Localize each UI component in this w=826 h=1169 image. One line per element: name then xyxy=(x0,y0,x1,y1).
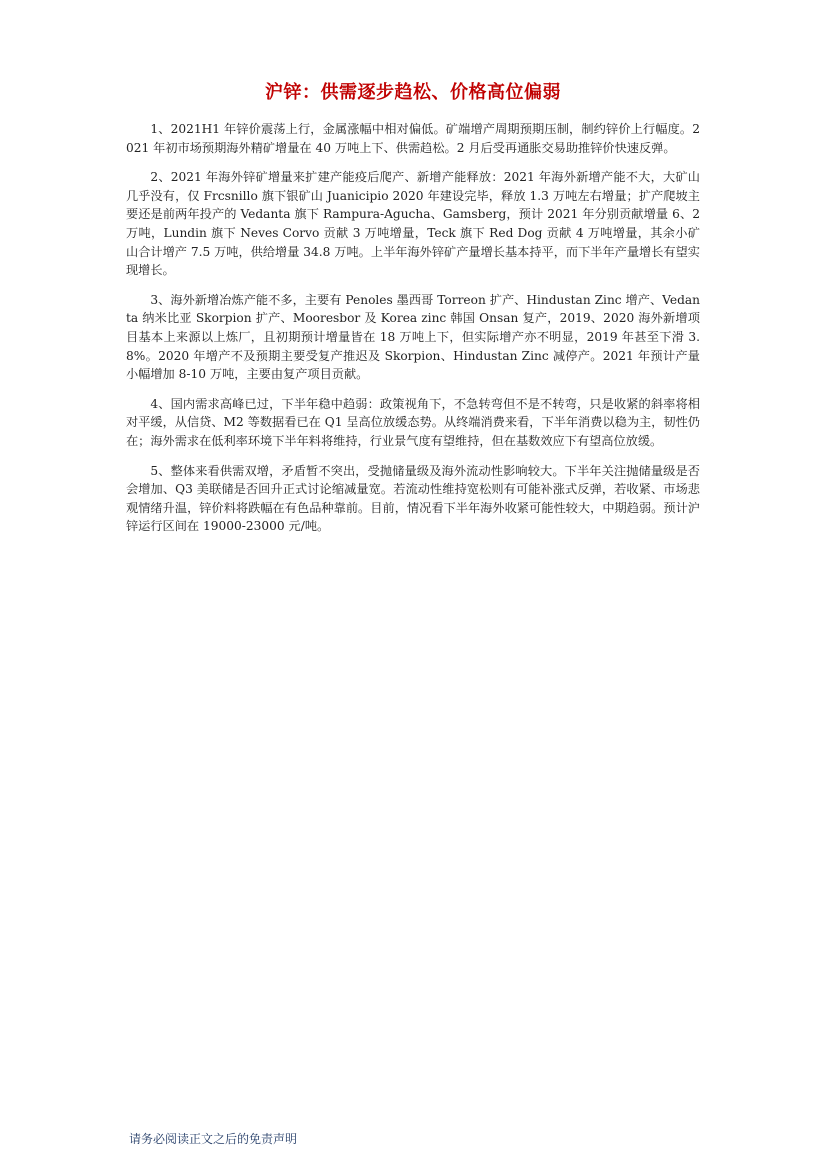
paragraph-2: 2、2021 年海外锌矿增量来扩建产能疫后爬产、新增产能释放：2021 年海外新增产能不大，大矿山几乎没有，仅 Frcsnillo 旗下银矿山 Juanicipio 2020 年建设完毕，释放 1.3 万吨左右增量；扩产爬坡主要还是前两年投产的 Vedanta 旗下 Rampura-Agucha、Gamsberg，预计 2021 年分别贡献增量 6、2 万吨，Lundin 旗下 Neves Corvo 贡献 3 万吨增量，Teck 旗下 Red Dog 贡献 4 万吨增量，其余小矿山合计增产 7.5 万吨，供给增量 34.8 万吨。上半年海外锌矿产量增长基本持平，而下半年产量增长有望实现增长。 xyxy=(126,170,700,278)
disclaimer-footer: 请务必阅读正文之后的免责声明 xyxy=(129,1132,298,1146)
paragraph-4: 4、国内需求高峰已过，下半年稳中趋弱：政策视角下，不急转弯但不是不转弯，只是收紧的斜率将相对平缓，从信贷、M2 等数据看已在 Q1 呈高位放缓态势。从终端消费来看，下半年消费以稳为主，韧性仍在；海外需求在低利率环境下半年料将维持，行业景气度有望维持，但在基数效应下有望高位放缓。 xyxy=(126,396,700,448)
page-title: 沪锌：供需逐步趋松、价格高位偏弱 xyxy=(265,82,561,103)
paragraph-1: 1、2021H1 年锌价震荡上行，金属涨幅中相对偏低。矿端增产周期预期压制，制约锌价上行幅度。2021 年初市场预期海外精矿增量在 40 万吨上下、供需趋松。2 月后受再通胀交易助推锌价快速反弹。 xyxy=(126,122,700,155)
paragraph-3: 3、海外新增冶炼产能不多，主要有 Penoles 墨西哥 Torreon 扩产、Hindustan Zinc 增产、Vedanta 纳米比亚 Skorpion 扩产、Mooresbor 及 Korea zinc 韩国 Onsan 复产，2019、2020 海外新增项目基本上来源以上炼厂，且初期预计增量皆在 18 万吨上下，但实际增产亦不明显，2019 年甚至下滑 3.8%。2020 年增产不及预期主要受复产推迟及 Skorpion、Hindustan Zinc 减停产。2021 年预计产量小幅增加 8-10 万吨，主要由复产项目贡献。 xyxy=(126,292,700,382)
paragraph-5: 5、整体来看供需双增，矛盾暂不突出，受抛储量级及海外流动性影响较大。下半年关注抛储量级是否会增加、Q3 美联储是否回升正式讨论缩减量宽。若流动性维持宽松则有可能补涨式反弹，若收紧、市场悲观情绪升温，锌价料将跌幅在有色品种靠前。目前，情况看下半年海外收紧可能性较大，中期趋弱。预计沪锌运行区间在 19000-23000 元/吨。 xyxy=(126,463,700,534)
article-body xyxy=(126,120,700,547)
